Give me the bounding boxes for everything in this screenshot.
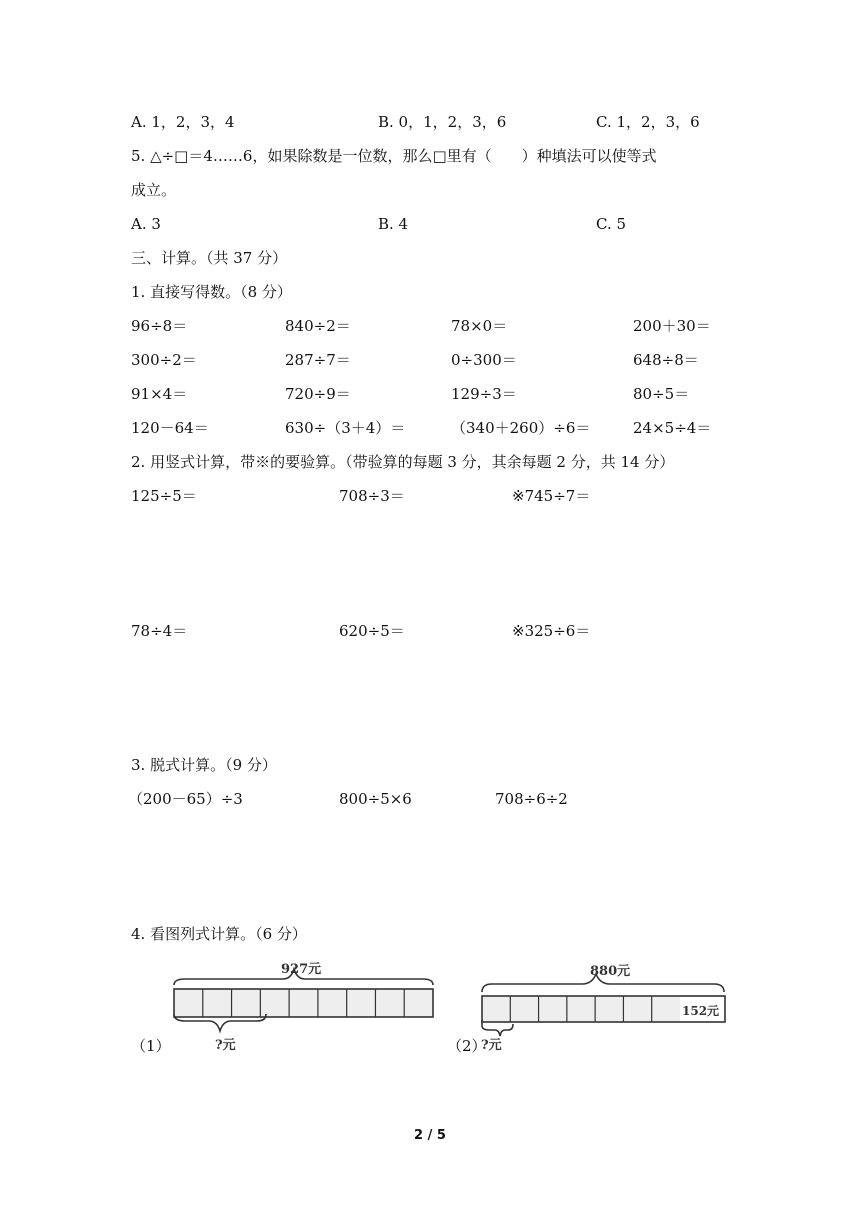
option-a: A. 1，2，3，4 — [131, 113, 235, 131]
stepwise-problem: 800÷5×6 — [339, 790, 412, 808]
oral-problem: 120－64＝ — [131, 419, 209, 437]
stepwise-problem: 708÷6÷2 — [495, 790, 568, 808]
total-label: 880元 — [590, 964, 631, 979]
bar-outer — [174, 989, 433, 1017]
part3-title: 3. 脱式计算。（9 分） — [131, 756, 277, 774]
part2-title: 2. 用竖式计算，带※的要验算。（带验算的每题 3 分，其余每题 2 分，共 14 分） — [131, 453, 675, 471]
oral-problem: 200＋30＝ — [633, 317, 711, 335]
oral-problem: 129÷3＝ — [451, 385, 517, 403]
oral-problem: （340＋260）÷6＝ — [451, 419, 591, 437]
q5-option-b: B. 4 — [378, 215, 409, 233]
oral-problem: 80÷5＝ — [633, 385, 690, 403]
vertical-problem: ※325÷6＝ — [512, 622, 591, 640]
vertical-problem: ※745÷7＝ — [512, 487, 591, 505]
bar-diagram-2 — [470, 960, 730, 1055]
total-label: 927元 — [281, 962, 322, 977]
option-b: B. 0，1，2，3，6 — [378, 113, 507, 131]
diagram1-number: （1） — [131, 1037, 171, 1055]
vertical-problem: 620÷5＝ — [339, 622, 405, 640]
stepwise-problem: （200－65）÷3 — [128, 790, 243, 808]
oral-problem: 91×4＝ — [131, 385, 188, 403]
vertical-problem: 78÷4＝ — [131, 622, 188, 640]
oral-problem: 300÷2＝ — [131, 351, 197, 369]
oral-problem: 840÷2＝ — [285, 317, 351, 335]
extra-label: 152元 — [682, 1004, 720, 1018]
section-title: 三、计算。（共 37 分） — [131, 249, 288, 267]
unknown-label: ?元 — [215, 1038, 236, 1053]
vertical-problem: 708÷3＝ — [339, 487, 405, 505]
oral-problem: 24×5÷4＝ — [633, 419, 712, 437]
q5-option-c: C. 5 — [596, 215, 627, 233]
oral-problem: 78×0＝ — [451, 317, 508, 335]
question-5-line1: 5. △÷□＝4……6，如果除数是一位数，那么□里有（ ）种填法可以使等式 — [131, 147, 657, 165]
page-number: 2 / 5 — [414, 1128, 446, 1143]
q5-option-a: A. 3 — [131, 215, 161, 233]
oral-problem: 287÷7＝ — [285, 351, 351, 369]
diagram2-number: （2） — [447, 1037, 487, 1055]
part4-title: 4. 看图列式计算。（6 分） — [131, 925, 307, 943]
part1-title: 1. 直接写得数。（8 分） — [131, 283, 292, 301]
question-5-line2: 成立。 — [131, 181, 177, 199]
vertical-problem: 125÷5＝ — [131, 487, 197, 505]
unknown-label: ?元 — [481, 1038, 502, 1053]
oral-problem: 96÷8＝ — [131, 317, 188, 335]
oral-problem: 648÷8＝ — [633, 351, 699, 369]
oral-problem: 720÷9＝ — [285, 385, 351, 403]
bar-diagram-1 — [165, 955, 445, 1055]
oral-problem: 0÷300＝ — [451, 351, 517, 369]
oral-problem: 630÷（3＋4）＝ — [285, 419, 406, 437]
option-c: C. 1，2，3，6 — [596, 113, 700, 131]
